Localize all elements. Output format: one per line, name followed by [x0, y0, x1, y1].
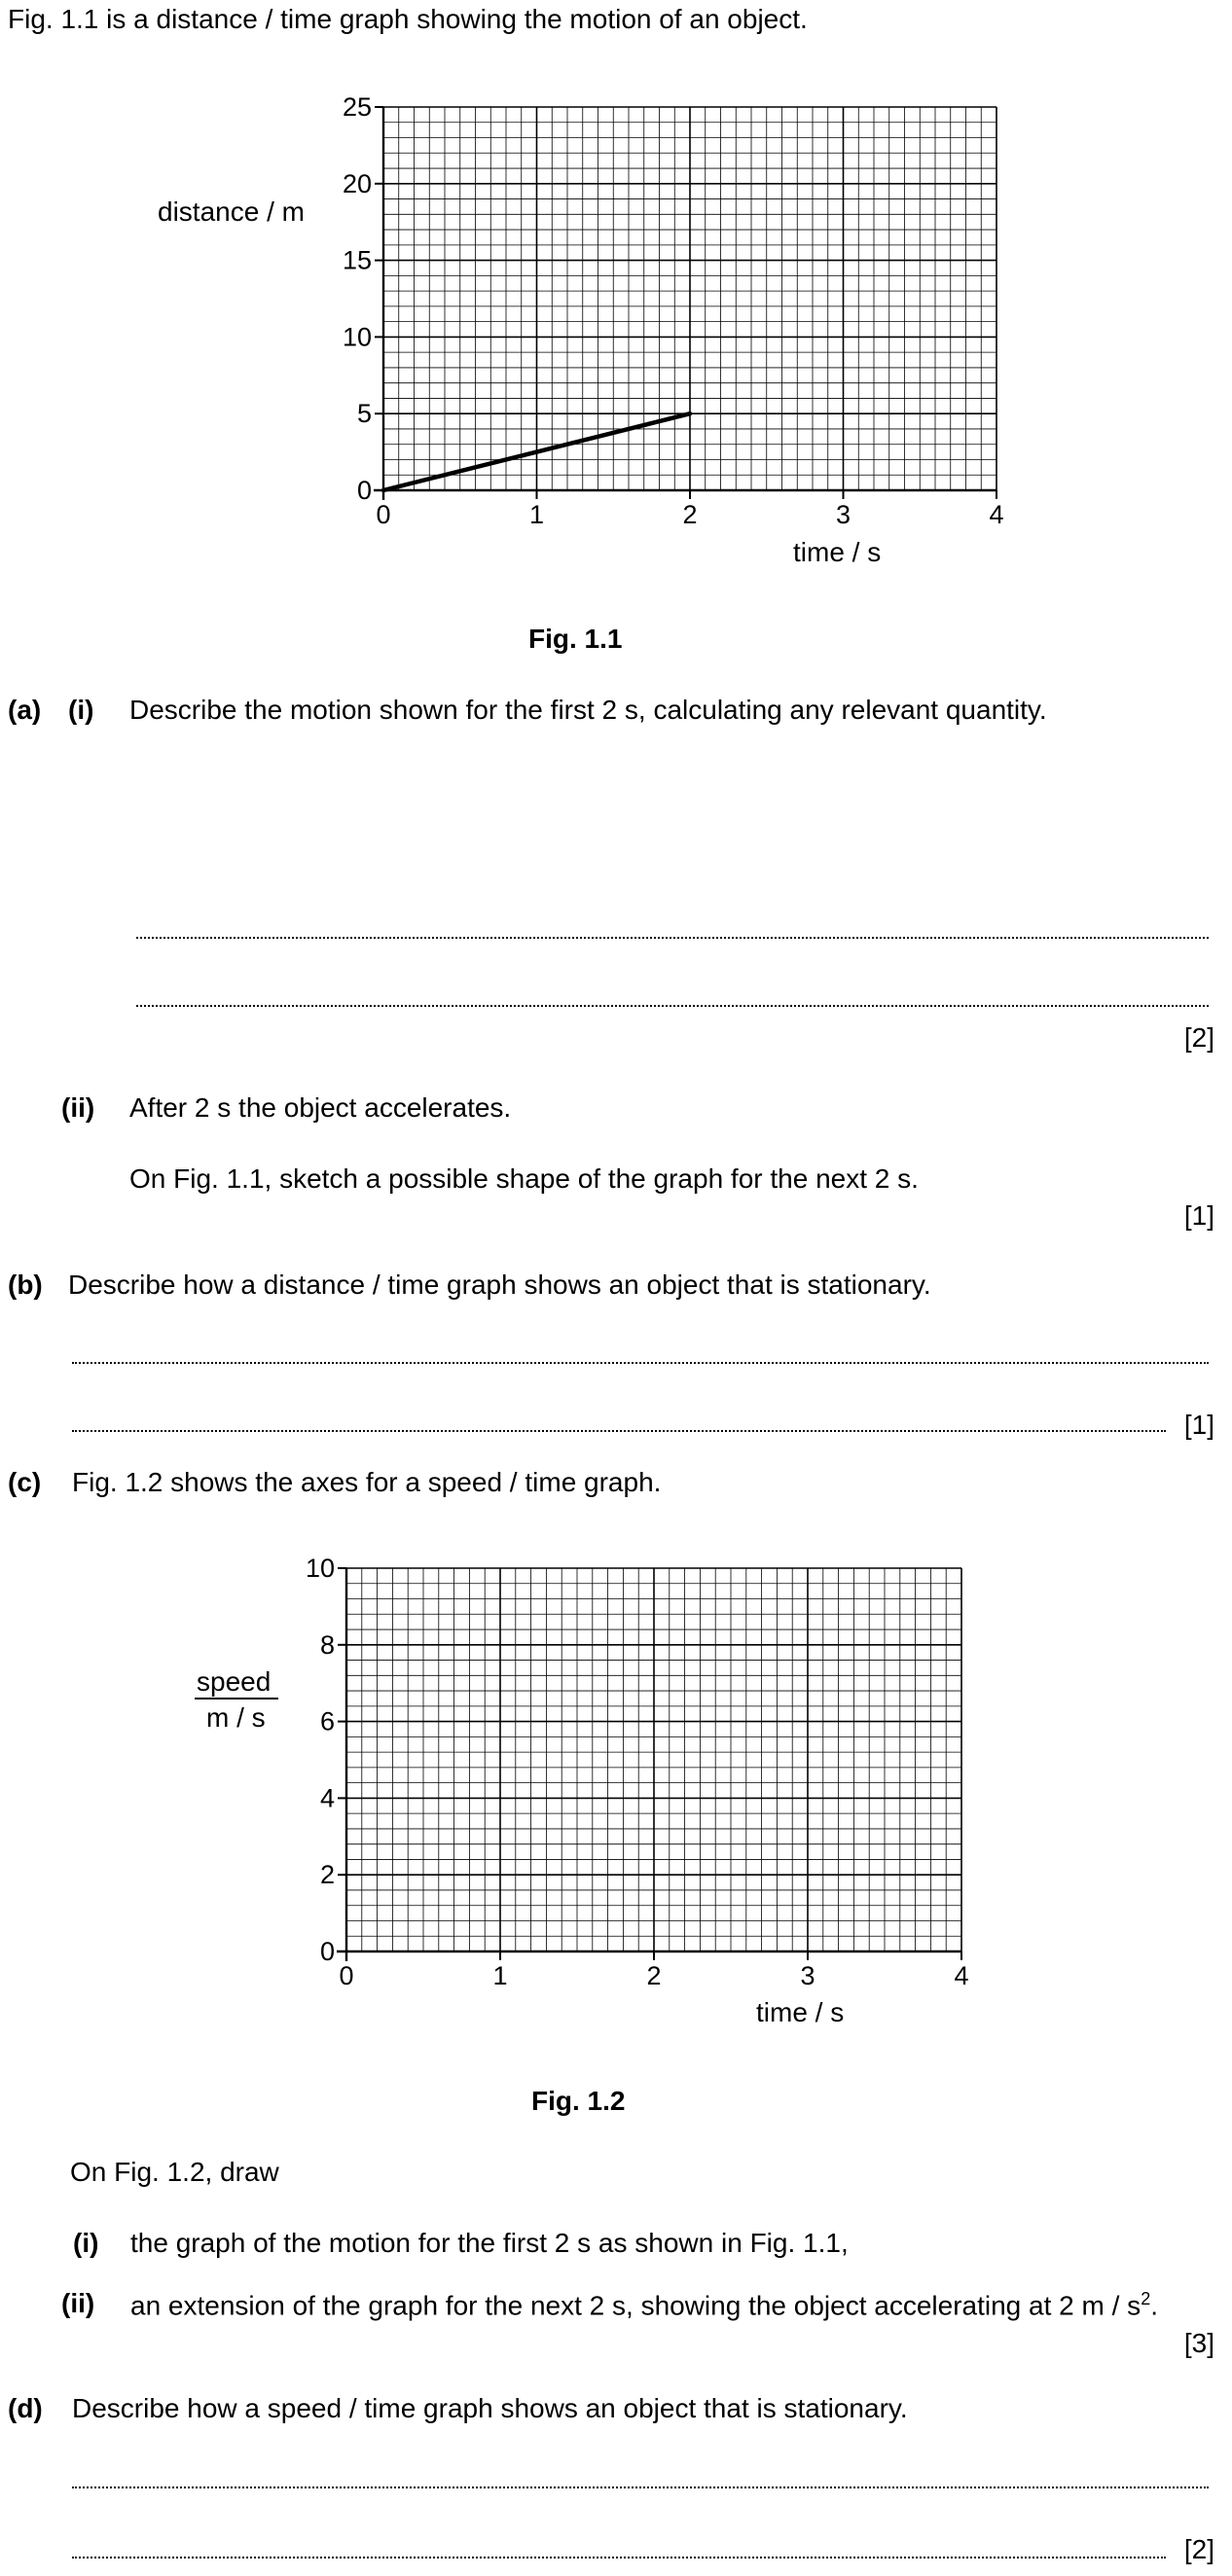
intro-text: Fig. 1.1 is a distance / time graph showing the motion of an object.: [8, 4, 808, 34]
fig1-xlabel: time / s: [793, 537, 882, 567]
fig2-ylabel-bottom: m / s: [206, 1702, 266, 1733]
q-a-i-label: (i): [68, 695, 94, 725]
q-c-ii-main: an extension of the graph for the next 2 s, showing the object accelerating at 2 m / s: [130, 2290, 1141, 2321]
fig1-xtick-label: 0: [376, 500, 391, 529]
fig2-xtick-label: 2: [646, 1961, 662, 1990]
fig1-ytick-label: 20: [342, 168, 372, 198]
fig1-xtick-label: 2: [682, 500, 698, 529]
fig2-ytick-label: 10: [305, 1554, 335, 1583]
fig2-xtick-label: 0: [339, 1961, 354, 1990]
q-c-ii-label: (ii): [61, 2288, 95, 2318]
fig1-ytick-label: 10: [342, 322, 372, 352]
q-d-text: Describe how a speed / time graph shows an object that is stationary.: [72, 2393, 908, 2423]
marks-a-ii: [1]: [1183, 1200, 1214, 1231]
fig1-xtick-label: 1: [528, 500, 545, 529]
fig1-caption: Fig. 1.1: [528, 624, 623, 654]
q-d-label: (d): [8, 2393, 43, 2423]
fig2-caption: Fig. 1.2: [531, 2086, 626, 2116]
fig2-ytick-label: 0: [319, 1937, 335, 1966]
fig1-ytick-label: 5: [356, 399, 372, 429]
fig1-xtick-label: 4: [989, 500, 1004, 529]
marks-b: [1]: [1183, 1410, 1214, 1440]
fig2-grid: [337, 1568, 961, 1961]
answer-line-d-2[interactable]: [72, 2557, 1166, 2558]
q-a-ii-text2: On Fig. 1.1, sketch a possible shape of the graph for the next 2 s.: [129, 1163, 919, 1194]
q-c-ii-end: .: [1150, 2290, 1158, 2321]
q-c-ii-sup: 2: [1141, 2289, 1151, 2308]
fig2-xtick-label: 1: [492, 1961, 508, 1990]
q-b-text: Describe how a distance / time graph shows an object that is stationary.: [68, 1270, 931, 1300]
q-c-text: Fig. 1.2 shows the axes for a speed / time graph.: [72, 1467, 662, 1497]
q-c-i-label: (i): [73, 2228, 99, 2258]
q-a-label: (a): [8, 695, 42, 725]
fig1-ytick-label: 15: [342, 245, 372, 275]
q-b-label: (b): [8, 1270, 43, 1300]
fig2-xlabel: time / s: [756, 1997, 845, 2027]
fig1-ytick-label: 0: [356, 476, 372, 505]
fig2-ytick-label: 2: [319, 1860, 335, 1890]
fig1-xtick-label: 3: [835, 500, 852, 529]
q-a-ii-label: (ii): [61, 1092, 95, 1123]
answer-line-d-1[interactable]: [72, 2487, 1209, 2488]
fig2-xtick-label: 4: [954, 1961, 969, 1990]
q-a-ii-text: After 2 s the object accelerates.: [129, 1092, 512, 1123]
fig2-ytick-label: 8: [319, 1629, 335, 1660]
q-a-i-text: Describe the motion shown for the first 2 s, calculating any relevant quantity.: [129, 695, 1047, 725]
q-c-ii-text: [130, 2290, 1158, 2319]
q-c-i-text: the graph of the motion for the first 2 s as shown in Fig. 1.1,: [130, 2228, 849, 2258]
q-c-label: (c): [8, 1467, 42, 1497]
marks-a-i: [2]: [1183, 1022, 1214, 1053]
q-c-draw: On Fig. 1.2, draw: [70, 2157, 279, 2187]
fig2-ylabel-top: speed: [197, 1666, 272, 1697]
fig1-ylabel: distance / m: [158, 197, 305, 227]
fig1-ytick-label: 25: [342, 92, 372, 122]
fig2-ytick-label: 6: [319, 1706, 335, 1736]
fig2-ytick-label: 4: [319, 1783, 335, 1813]
marks-d: [2]: [1183, 2534, 1214, 2564]
fig2-xtick-label: 3: [800, 1961, 815, 1990]
marks-c: [3]: [1183, 2328, 1214, 2358]
